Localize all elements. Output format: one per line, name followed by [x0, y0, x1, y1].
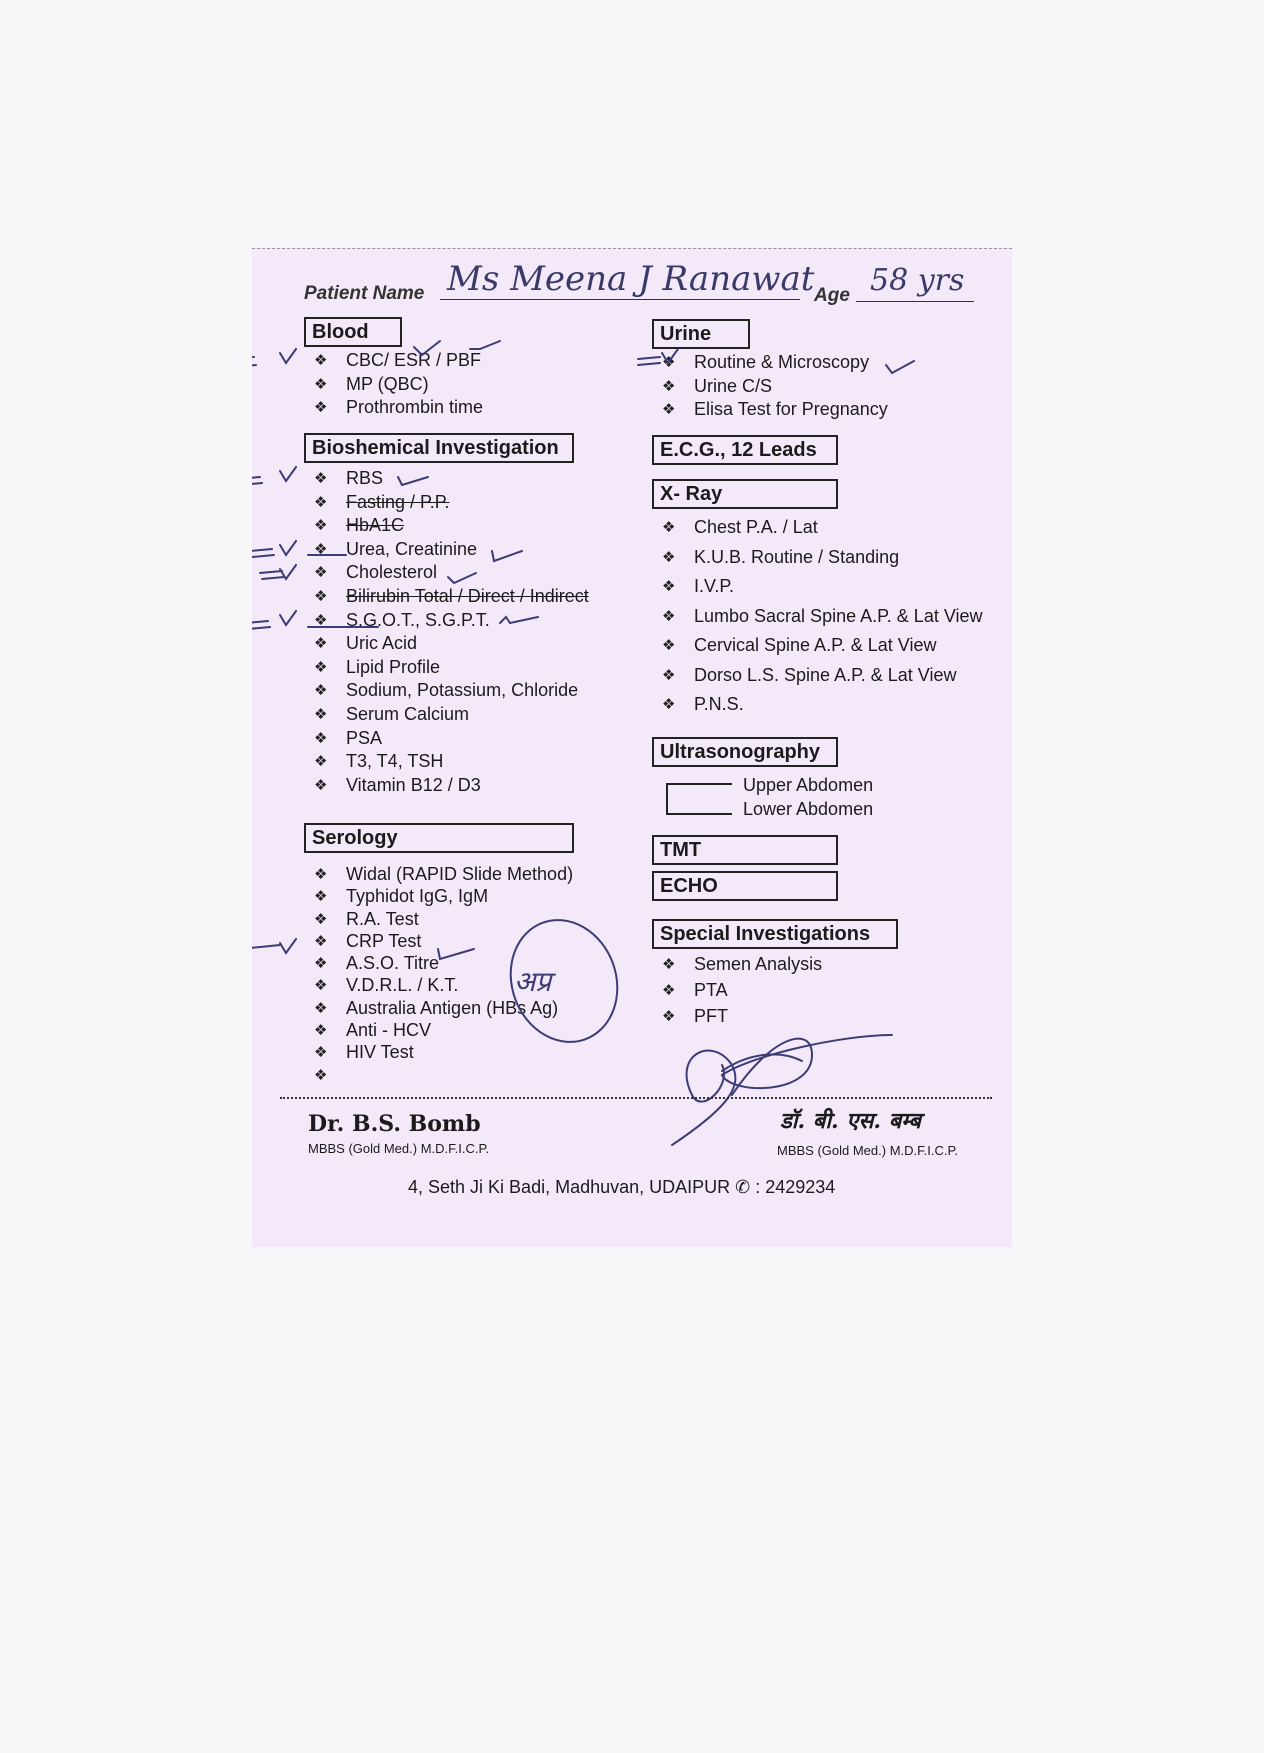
tick-mark — [398, 477, 428, 485]
usg-upper-abdomen: Upper Abdomen — [743, 775, 874, 795]
tick-mark — [438, 949, 474, 959]
list-item: ❖ CBC/ ESR / PBF — [314, 349, 483, 373]
list-item: ❖ Serum Calcium — [314, 703, 589, 727]
list-item: ❖ MP (QBC) — [314, 373, 483, 397]
ecg-section-title: E.C.G., 12 Leads — [652, 435, 838, 465]
dash-tick-mark — [252, 349, 296, 367]
list-item: ❖ P.N.S. — [662, 690, 983, 720]
list-item: ❖ Prothrombin time — [314, 396, 483, 420]
blood-section-title: Blood — [304, 317, 402, 347]
dash-tick-mark — [638, 349, 678, 365]
dash-tick-mark — [252, 939, 296, 953]
list-item: ❖ Widal (RAPID Slide Method) — [314, 863, 573, 885]
doctor-name-english: Dr. B.S. Bomb — [308, 1111, 481, 1137]
list-item: ❖ Uric Acid — [314, 632, 589, 656]
list-item: ❖ V.D.R.L. / K.T. — [314, 974, 573, 996]
list-item: ❖ Typhidot IgG, IgM — [314, 885, 573, 907]
tick-mark — [414, 341, 440, 355]
list-item: ❖ T3, T4, TSH — [314, 750, 589, 774]
usg-section-title: Ultrasonography — [652, 737, 838, 767]
tmt-section-title: TMT — [652, 835, 838, 865]
list-item: ❖ I.V.P. — [662, 572, 983, 602]
list-item: ❖ PTA — [662, 977, 822, 1003]
xray-section-title: X- Ray — [652, 479, 838, 509]
dash-tick-mark — [260, 565, 296, 579]
tick-mark — [886, 361, 914, 373]
list-item: ❖ Elisa Test for Pregnancy — [662, 398, 888, 422]
qualification-left: MBBS (Gold Med.) M.D.F.I.C.P. — [308, 1141, 490, 1156]
list-item: ❖ HIV Test — [314, 1041, 573, 1063]
list-item: ❖ Fasting / P.P. — [314, 491, 589, 515]
list-item: ❖ Cholesterol — [314, 561, 589, 585]
list-item: ❖ Australia Antigen (HBs Ag) — [314, 997, 573, 1019]
list-item: ❖ RBS — [314, 467, 589, 491]
list-item: ❖ CRP Test — [314, 930, 573, 952]
list-item: ❖ Bilirubin Total / Direct / Indirect — [314, 585, 589, 609]
patient-name-value: Ms Meena J Ranawat — [447, 259, 815, 299]
list-item: ❖ Lumbo Sacral Spine A.P. & Lat View — [662, 602, 983, 632]
list-item: ❖ K.U.B. Routine / Standing — [662, 543, 983, 573]
special-section-title: Special Investigations — [652, 919, 898, 949]
tick-mark — [500, 617, 538, 623]
age-value: 58 yrs — [870, 263, 965, 298]
list-item: ❖ Anti - HCV — [314, 1019, 573, 1041]
list-item: ❖ Cervical Spine A.P. & Lat View — [662, 631, 983, 661]
list-item: ❖ Vitamin B12 / D3 — [314, 774, 589, 798]
list-item: ❖ R.A. Test — [314, 908, 573, 930]
circled-note: अप्र — [514, 965, 552, 998]
list-item: ❖ PSA — [314, 727, 589, 751]
list-item: ❖ Sodium, Potassium, Chloride — [314, 679, 589, 703]
list-item: ❖ Routine & Microscopy — [662, 351, 888, 375]
list-item: ❖ Chest P.A. / Lat — [662, 513, 983, 543]
tick-mark — [492, 551, 522, 561]
prescription-slip — [252, 248, 1012, 1247]
list-item: ❖ HbA1C — [314, 514, 589, 538]
list-item: ❖ Lipid Profile — [314, 656, 589, 680]
age-label: Age — [814, 285, 850, 306]
patient-name-label: Patient Name — [304, 283, 425, 304]
clinic-address: 4, Seth Ji Ki Badi, Madhuvan, UDAIPUR ✆ : 2429234 — [408, 1177, 836, 1197]
doctor-name-hindi: डॉ. बी. एस. बम्ब — [780, 1108, 921, 1134]
list-item: ❖ Semen Analysis — [662, 951, 822, 977]
list-item: ❖ Urine C/S — [662, 375, 888, 399]
dash-tick-mark — [252, 467, 296, 485]
footer-divider — [280, 1097, 992, 1099]
serology-section-title: Serology — [304, 823, 574, 853]
list-item: ❖ S.G.O.T., S.G.P.T. — [314, 609, 589, 633]
qualification-right: MBBS (Gold Med.) M.D.F.I.C.P. — [777, 1143, 959, 1158]
list-item: ❖ Dorso L.S. Spine A.P. & Lat View — [662, 661, 983, 691]
biochem-section-title: Bioshemical Investigation — [304, 433, 574, 463]
usg-lower-abdomen: Lower Abdomen — [743, 799, 874, 819]
dash-tick-mark — [252, 611, 296, 629]
tick-mark — [470, 341, 500, 349]
list-item: ❖ PFT — [662, 1003, 822, 1029]
echo-section-title: ECHO — [652, 871, 838, 901]
tick-mark — [448, 573, 476, 583]
dash-tick-mark — [252, 541, 296, 557]
list-item: ❖ Urea, Creatinine — [314, 538, 589, 562]
urine-section-title: Urine — [652, 319, 750, 349]
list-item: ❖ A.S.O. Titre — [314, 952, 573, 974]
